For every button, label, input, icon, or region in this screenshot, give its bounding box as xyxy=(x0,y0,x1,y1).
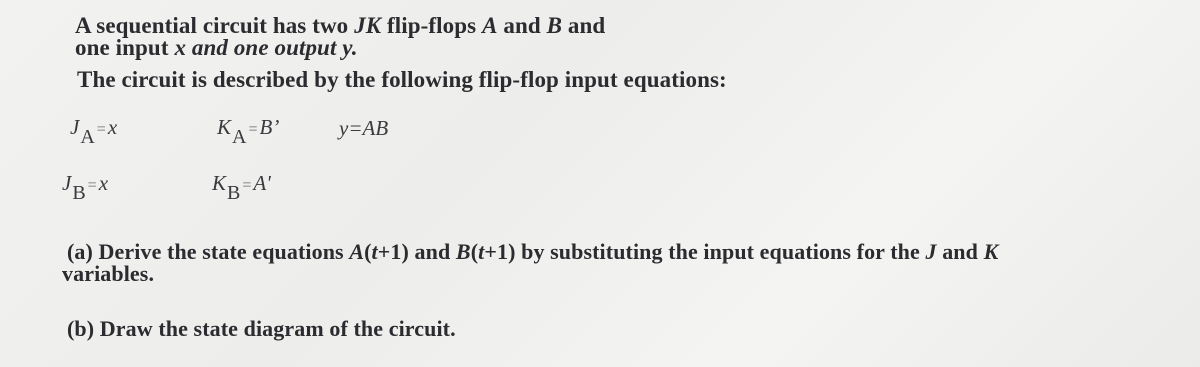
eq-val: x xyxy=(107,115,118,139)
eq-val: B’ xyxy=(259,115,280,139)
eq-val: x xyxy=(98,171,109,195)
part-a-line-1 xyxy=(67,240,998,264)
eq-sub: B xyxy=(227,182,241,204)
part-a-text: and xyxy=(936,239,984,264)
eq-var: J xyxy=(62,171,72,195)
part-a-text: ( xyxy=(470,239,479,264)
eq-op: = xyxy=(96,121,106,138)
eq-op: = xyxy=(242,177,252,194)
intro-line-2 xyxy=(75,36,358,60)
intro-text: The circuit is described by the following flip-flop input equations: xyxy=(77,67,727,92)
intro-text: A sequential circuit has two xyxy=(75,13,355,38)
k-label: K xyxy=(983,239,999,264)
eq-var: J xyxy=(70,115,80,139)
state-a-label: A xyxy=(349,239,365,264)
equation-jb xyxy=(62,171,109,204)
eq-var: K xyxy=(217,115,232,139)
part-a-text: +1) and xyxy=(377,239,456,264)
j-label: J xyxy=(925,239,937,264)
part-a-text: ( xyxy=(364,239,372,264)
eq-sub: B xyxy=(72,182,86,204)
equation-ja xyxy=(70,115,118,148)
equation-ka xyxy=(217,115,280,148)
intro-text: and xyxy=(497,13,547,38)
part-a-text: (a) Derive the state equations xyxy=(67,239,350,264)
eq-sub: A xyxy=(80,126,95,148)
state-b-label: B xyxy=(455,239,471,264)
part-a-text: +1) by substituting the input equations for the xyxy=(484,239,926,264)
time-var: t xyxy=(371,239,378,264)
input-output-text: x and one output y. xyxy=(174,35,358,60)
eq-val: A' xyxy=(253,171,271,195)
intro-line-3 xyxy=(77,68,727,92)
intro-text: and xyxy=(562,13,606,38)
intro-text: flip-flops xyxy=(381,13,483,38)
flipflop-a-label: A xyxy=(482,13,498,38)
eq-var: K xyxy=(212,171,227,195)
equation-y xyxy=(339,116,388,141)
flipflop-b-label: B xyxy=(546,13,563,38)
part-a-line-2 xyxy=(62,262,154,286)
time-var: t xyxy=(478,239,485,264)
equation-kb xyxy=(212,171,271,204)
part-b-line xyxy=(67,317,456,341)
eq-val: y=AB xyxy=(339,116,389,140)
eq-op: = xyxy=(87,177,97,194)
part-b-text: (b) Draw the state diagram of the circuit. xyxy=(67,316,456,341)
eq-sub: A xyxy=(232,126,247,148)
eq-op: = xyxy=(248,121,258,138)
intro-text: one input xyxy=(75,35,175,60)
part-a-text: variables. xyxy=(62,261,155,286)
jk-label: JK xyxy=(354,13,382,38)
